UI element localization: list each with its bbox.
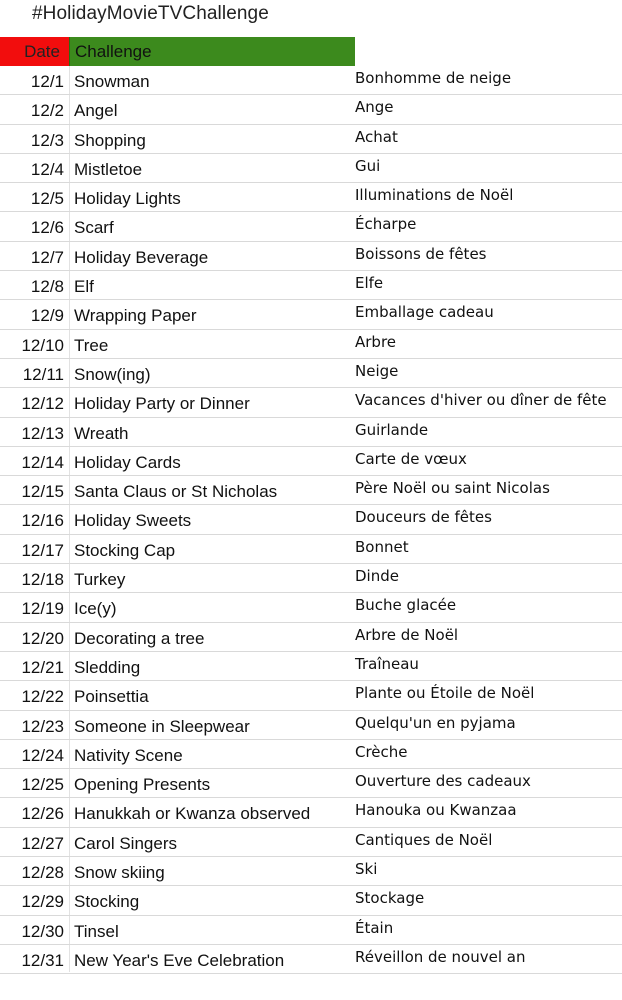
row-challenge: Stocking bbox=[74, 892, 140, 912]
row-date: 12/28 bbox=[21, 863, 64, 883]
row-challenge: Elf bbox=[74, 277, 94, 297]
table-header bbox=[0, 37, 355, 66]
row-translation: Père Noël ou saint Nicolas bbox=[355, 479, 550, 498]
row-challenge: Ice(y) bbox=[74, 599, 117, 619]
row-translation: Carte de vœux bbox=[355, 449, 467, 468]
row-challenge: Nativity Scene bbox=[74, 745, 183, 765]
row-challenge: Turkey bbox=[74, 570, 126, 590]
row-date: 12/19 bbox=[21, 599, 64, 619]
row-date: 12/15 bbox=[21, 482, 64, 502]
row-date: 12/24 bbox=[21, 745, 64, 765]
table-row bbox=[0, 447, 622, 476]
row-translation: Cantiques de Noël bbox=[355, 830, 493, 849]
row-challenge: Holiday Sweets bbox=[74, 511, 192, 531]
table-row bbox=[0, 564, 622, 593]
table-row bbox=[0, 916, 622, 945]
row-translation: Réveillon de nouvel an bbox=[355, 947, 526, 966]
row-translation: Dinde bbox=[355, 567, 399, 586]
row-challenge: Hanukkah or Kwanza observed bbox=[74, 804, 311, 824]
table-row bbox=[0, 95, 622, 124]
row-date: 12/6 bbox=[30, 218, 64, 238]
row-translation: Bonnet bbox=[355, 537, 409, 556]
row-translation: Illuminations de Noël bbox=[355, 186, 514, 205]
row-challenge: Someone in Sleepwear bbox=[74, 716, 250, 736]
row-date: 12/3 bbox=[30, 130, 64, 150]
row-date: 12/18 bbox=[21, 570, 64, 590]
row-translation: Ange bbox=[355, 98, 394, 117]
row-translation: Douceurs de fêtes bbox=[355, 508, 492, 527]
row-challenge: Stocking Cap bbox=[74, 540, 176, 560]
row-challenge: Snowman bbox=[74, 72, 150, 91]
row-translation: Ski bbox=[355, 860, 378, 879]
row-translation: Vacances d'hiver ou dîner de fête bbox=[355, 391, 607, 410]
row-date: 12/17 bbox=[21, 540, 64, 560]
row-challenge: Santa Claus or St Nicholas bbox=[74, 482, 278, 502]
row-challenge: Sledding bbox=[74, 657, 141, 677]
row-translation: Arbre bbox=[355, 332, 397, 351]
table-row bbox=[0, 857, 622, 886]
row-translation: Ouverture des cadeaux bbox=[355, 772, 531, 791]
table-row bbox=[0, 623, 622, 652]
row-date: 12/1 bbox=[30, 72, 64, 91]
row-date: 12/20 bbox=[21, 628, 64, 648]
row-translation: Buche glacée bbox=[355, 596, 457, 615]
row-date: 12/29 bbox=[21, 892, 64, 912]
table-row bbox=[0, 242, 622, 271]
table-row bbox=[0, 66, 622, 95]
row-challenge: Shopping bbox=[74, 130, 146, 150]
row-challenge: Holiday Beverage bbox=[74, 247, 209, 267]
row-translation: Quelqu'un en pyjama bbox=[355, 713, 516, 732]
table-row bbox=[0, 183, 622, 212]
row-challenge: Angel bbox=[74, 101, 118, 121]
table-row bbox=[0, 769, 622, 798]
challenge-column-header: Challenge bbox=[69, 37, 355, 66]
row-challenge: Mistletoe bbox=[74, 159, 143, 179]
table-row bbox=[0, 212, 622, 241]
row-translation: Bonhomme de neige bbox=[355, 69, 512, 87]
row-translation: Guirlande bbox=[355, 420, 429, 439]
table-row bbox=[0, 271, 622, 300]
table-row bbox=[0, 886, 622, 915]
row-date: 12/23 bbox=[21, 716, 64, 736]
table-row bbox=[0, 681, 622, 710]
row-challenge: Wreath bbox=[74, 423, 129, 443]
row-challenge: Decorating a tree bbox=[74, 628, 205, 648]
row-translation: Écharpe bbox=[355, 215, 417, 234]
table-row bbox=[0, 154, 622, 183]
table-row bbox=[0, 740, 622, 769]
row-date: 12/14 bbox=[21, 452, 64, 472]
table-row bbox=[0, 711, 622, 740]
row-date: 12/27 bbox=[21, 833, 64, 853]
row-date: 12/25 bbox=[21, 775, 64, 795]
date-column-header: Date bbox=[0, 37, 69, 66]
row-challenge: Wrapping Paper bbox=[74, 306, 197, 326]
row-challenge: Scarf bbox=[74, 218, 114, 238]
row-challenge: Poinsettia bbox=[74, 687, 149, 707]
table-row bbox=[0, 505, 622, 534]
row-date: 12/8 bbox=[30, 277, 64, 297]
row-date: 12/12 bbox=[21, 394, 64, 414]
row-date: 12/10 bbox=[21, 335, 64, 355]
row-translation: Arbre de Noël bbox=[355, 625, 459, 644]
row-translation: Achat bbox=[355, 127, 398, 146]
row-challenge: Snow skiing bbox=[74, 863, 165, 883]
table-row bbox=[0, 359, 622, 388]
row-date: 12/30 bbox=[21, 921, 64, 941]
row-challenge: Snow(ing) bbox=[74, 364, 151, 384]
page-title: #HolidayMovieTVChallenge bbox=[32, 3, 269, 24]
row-translation: Elfe bbox=[355, 274, 384, 293]
table-row bbox=[0, 330, 622, 359]
row-translation: Neige bbox=[355, 361, 399, 380]
row-translation: Traîneau bbox=[355, 654, 419, 673]
challenge-table bbox=[0, 66, 622, 974]
table-row bbox=[0, 300, 622, 329]
row-challenge: Carol Singers bbox=[74, 833, 177, 853]
row-translation: Boissons de fêtes bbox=[355, 244, 487, 263]
row-date: 12/2 bbox=[30, 101, 64, 121]
row-translation: Plante ou Étoile de Noël bbox=[355, 684, 535, 703]
table-row bbox=[0, 593, 622, 622]
table-row bbox=[0, 418, 622, 447]
table-row bbox=[0, 828, 622, 857]
row-challenge: Holiday Lights bbox=[74, 189, 181, 209]
row-translation: Emballage cadeau bbox=[355, 303, 494, 322]
table-row bbox=[0, 476, 622, 505]
row-date: 12/13 bbox=[21, 423, 64, 443]
row-date: 12/4 bbox=[30, 159, 64, 179]
row-date: 12/21 bbox=[21, 657, 64, 677]
row-translation: Étain bbox=[355, 918, 394, 937]
row-translation: Stockage bbox=[355, 889, 425, 908]
table-row bbox=[0, 125, 622, 154]
row-translation: Crèche bbox=[355, 742, 408, 761]
table-row bbox=[0, 652, 622, 681]
row-challenge: Tinsel bbox=[74, 921, 119, 941]
row-date: 12/5 bbox=[30, 189, 64, 209]
table-row bbox=[0, 535, 622, 564]
row-date: 12/16 bbox=[21, 511, 64, 531]
row-challenge: Holiday Cards bbox=[74, 452, 181, 472]
row-date: 12/26 bbox=[21, 804, 64, 824]
table-row bbox=[0, 798, 622, 827]
row-date: 12/11 bbox=[22, 364, 64, 384]
row-challenge: Tree bbox=[74, 335, 109, 355]
table-row bbox=[0, 945, 622, 974]
row-translation: Hanouka ou Kwanzaa bbox=[355, 801, 517, 820]
row-challenge: Opening Presents bbox=[74, 775, 211, 795]
row-date: 12/22 bbox=[21, 687, 64, 707]
row-date: 12/7 bbox=[30, 247, 64, 267]
row-translation: Gui bbox=[355, 156, 381, 175]
row-date: 12/9 bbox=[30, 306, 64, 326]
table-row bbox=[0, 388, 622, 417]
row-challenge: New Year's Eve Celebration bbox=[74, 950, 285, 970]
row-challenge: Holiday Party or Dinner bbox=[74, 394, 250, 414]
row-date: 12/31 bbox=[21, 950, 64, 970]
